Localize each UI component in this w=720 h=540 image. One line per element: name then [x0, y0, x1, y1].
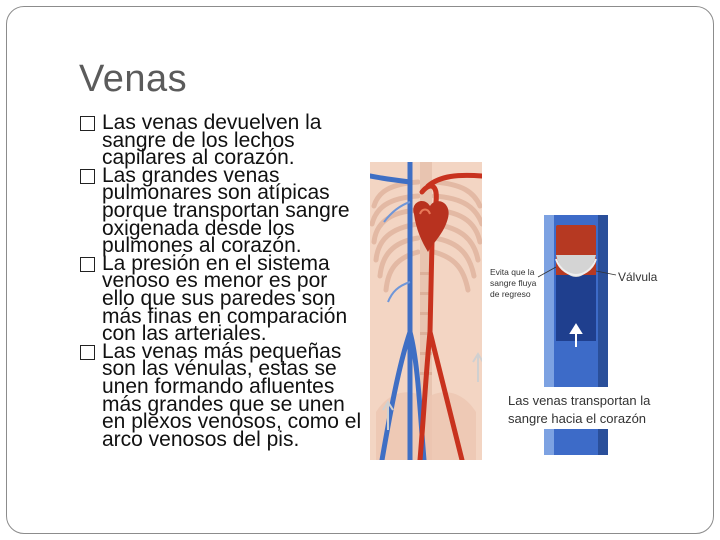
bullet-item	[80, 251, 365, 346]
bullet-item	[80, 339, 365, 451]
bullet-square-icon	[80, 169, 95, 184]
caption-line2: sangre hacia el corazón	[508, 411, 647, 426]
bullet-list	[80, 111, 365, 451]
valve-side-label-line1: Evita que la	[490, 267, 535, 277]
bullet-text: La presión en el sistema venoso es menor es por ello que sus paredes son más finas en comparación con las arteriales.	[102, 251, 348, 346]
bullet-text: Las venas más pequeñas son las vénulas, estas se unen formando afluentes más grandes que se unen en plexos venosos, como el arco venosos del pis.	[102, 339, 362, 451]
bullet-square-icon	[80, 257, 95, 272]
caption-line1: Las venas transportan la	[508, 393, 651, 408]
circulatory-torso-illustration	[370, 162, 482, 460]
bullet-item	[80, 163, 365, 258]
valve-label: Válvula	[618, 270, 658, 284]
valve-side-label-line2: sangre fluya	[490, 278, 537, 288]
bullet-text: Las grandes venas pulmonares son atípicas porque transportan sangre oxigenada desde los pulmones al corazón.	[102, 163, 350, 258]
bullet-square-icon	[80, 116, 95, 131]
bullet-text: Las venas devuelven la sangre de los lechos capilares al corazón.	[102, 111, 322, 170]
valve-side-label-line3: de regreso	[490, 289, 531, 299]
bullet-item	[80, 111, 365, 170]
bullet-square-icon	[80, 345, 95, 360]
vein-valve-illustration	[490, 215, 676, 455]
slide-title: Venas	[79, 58, 188, 100]
